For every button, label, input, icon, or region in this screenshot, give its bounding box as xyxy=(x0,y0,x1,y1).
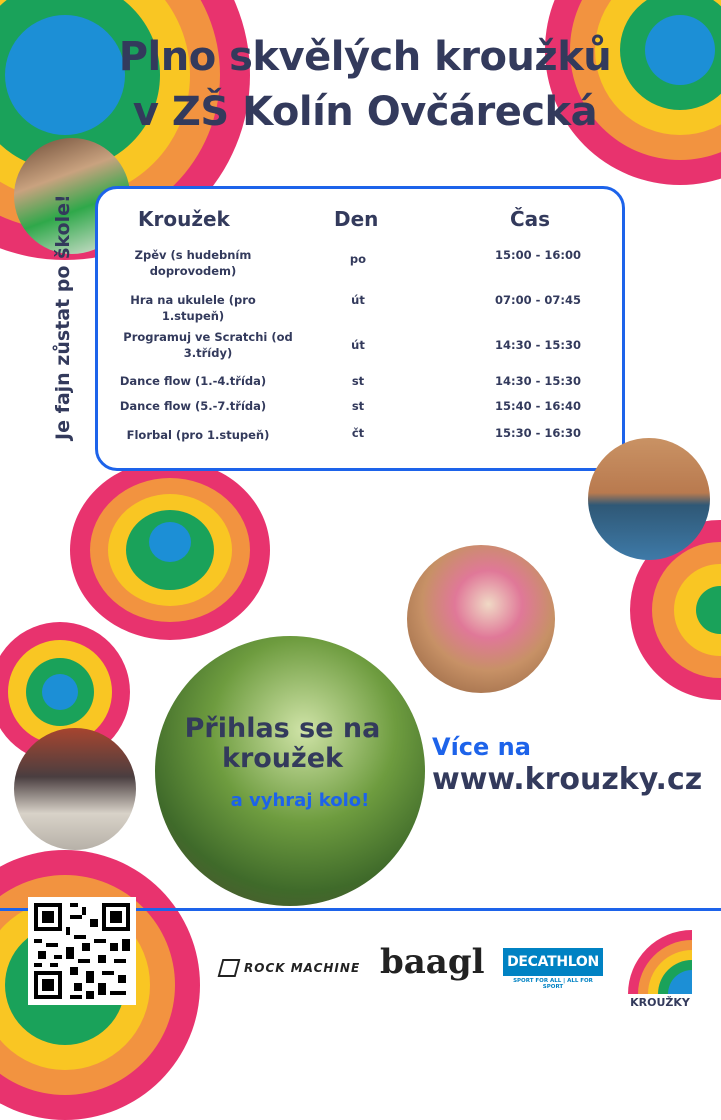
row-time: 14:30 - 15:30 xyxy=(495,374,581,388)
logo-krouzky xyxy=(628,930,692,1016)
photo-girl-baking xyxy=(407,545,555,693)
photo-dance xyxy=(14,728,136,850)
qr-code-icon[interactable] xyxy=(28,897,136,1005)
promo-subline: a vyhraj kolo! xyxy=(230,790,370,811)
decathlon-tagline: SPORT FOR ALL | ALL FOR SPORT xyxy=(513,978,593,990)
more-label: Více na xyxy=(432,733,531,761)
page-title xyxy=(40,30,690,140)
header-den: Den xyxy=(334,207,379,231)
logo-rock-machine xyxy=(220,955,360,981)
title-line-1: Plno skvělých kroužků xyxy=(118,34,612,80)
schedule-table xyxy=(95,186,625,471)
row-name: Programuj ve Scratchi (od 3.třídy) xyxy=(123,330,293,360)
krouzky-rainbow-icon xyxy=(628,930,692,994)
row-day: út xyxy=(351,293,365,307)
rock-machine-mark-icon xyxy=(218,959,241,977)
row-time: 15:00 - 16:00 xyxy=(495,248,581,262)
row-day: po xyxy=(349,252,367,266)
row-day: út xyxy=(351,338,365,352)
row-name: Zpěv (s hudebním doprovodem) xyxy=(134,248,252,278)
row-name: Florbal (pro 1.stupeň) xyxy=(126,428,270,442)
header-cas: Čas xyxy=(510,207,551,231)
row-day: čt xyxy=(351,426,365,440)
header-krouzek: Kroužek xyxy=(138,207,230,231)
row-time: 07:00 - 07:45 xyxy=(495,293,581,307)
logo-baagl: baagl xyxy=(380,942,485,982)
side-slogan: Je fajn zůstat po škole! xyxy=(52,194,74,440)
row-day: st xyxy=(351,374,365,388)
row-name: Dance flow (5.-7.třída) xyxy=(119,399,267,413)
row-day: st xyxy=(351,399,365,413)
title-line-2: v ZŠ Kolín Ovčárecká xyxy=(132,89,598,135)
website-link[interactable]: www.krouzky.cz xyxy=(432,762,703,797)
logo-decathlon xyxy=(503,948,603,990)
row-time: 15:30 - 16:30 xyxy=(495,426,581,440)
row-time: 14:30 - 15:30 xyxy=(495,338,581,352)
row-time: 15:40 - 16:40 xyxy=(495,399,581,413)
promo-headline: Přihlas se na kroužek xyxy=(184,713,381,774)
krouzky-label: KROUŽKY xyxy=(630,996,690,1009)
photo-floorball xyxy=(588,438,710,560)
row-name: Dance flow (1.-4.třída) xyxy=(119,374,267,388)
decathlon-label: DECATHLON xyxy=(503,948,603,976)
rock-machine-label: ROCK MACHINE xyxy=(244,961,361,975)
row-name: Hra na ukulele (pro 1.stupeň) xyxy=(130,293,256,323)
